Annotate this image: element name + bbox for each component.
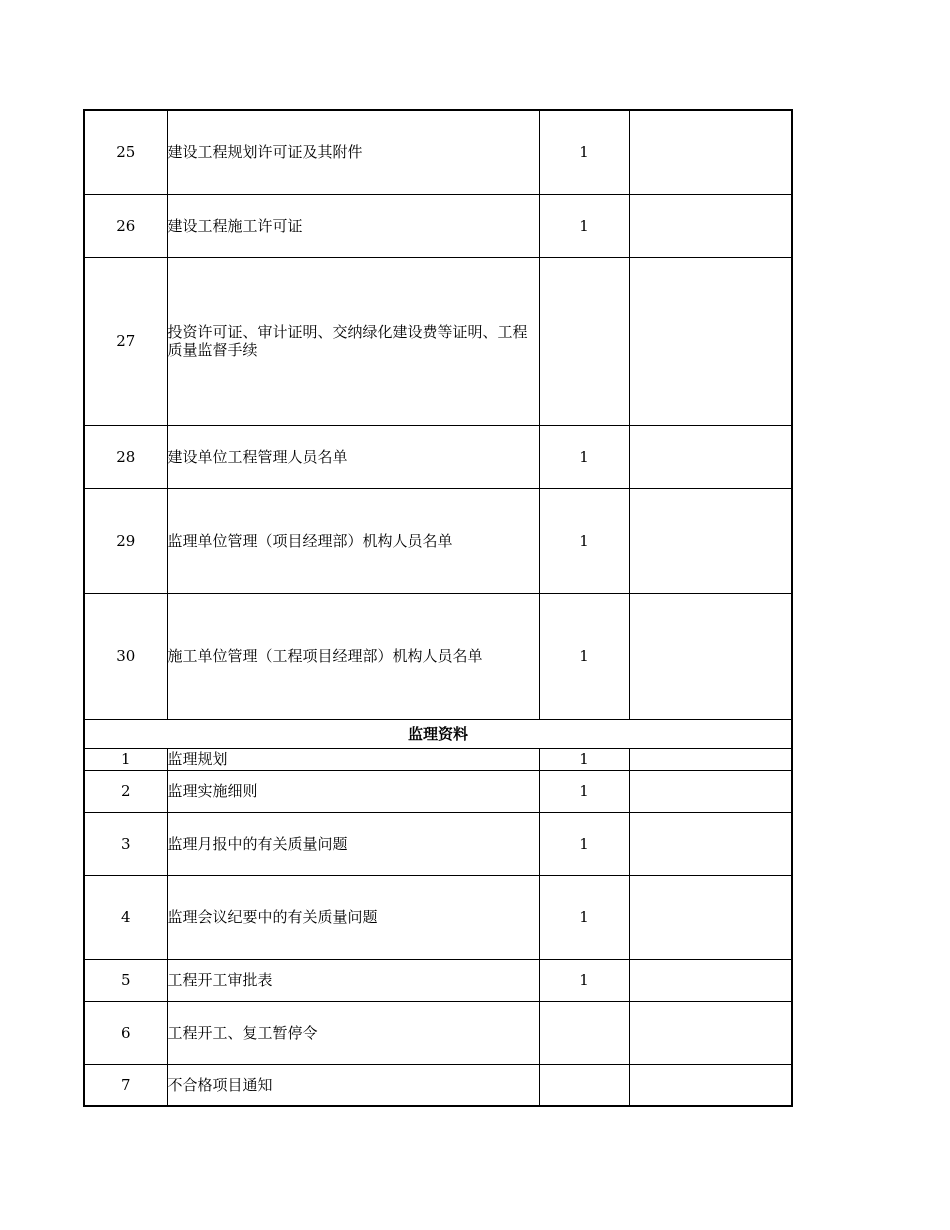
row-number: 1 xyxy=(84,748,167,770)
document-name: 建设工程规划许可证及其附件 xyxy=(167,110,539,194)
table-row xyxy=(84,593,792,719)
row-number: 2 xyxy=(84,770,167,812)
row-number: 6 xyxy=(84,1001,167,1064)
copies: 1 xyxy=(539,770,629,812)
remarks xyxy=(629,257,792,425)
table-row xyxy=(84,1064,792,1106)
table-row xyxy=(84,959,792,1001)
copies: 1 xyxy=(539,593,629,719)
document-name: 监理单位管理（项目经理部）机构人员名单 xyxy=(167,488,539,593)
copies: 1 xyxy=(539,110,629,194)
remarks xyxy=(629,959,792,1001)
row-number: 30 xyxy=(84,593,167,719)
document-name: 建设单位工程管理人员名单 xyxy=(167,425,539,488)
row-number: 3 xyxy=(84,812,167,875)
table-row xyxy=(84,748,792,770)
document-name: 监理规划 xyxy=(167,748,539,770)
document-name: 不合格项目通知 xyxy=(167,1064,539,1106)
table-row xyxy=(84,875,792,959)
row-number: 27 xyxy=(84,257,167,425)
row-number: 4 xyxy=(84,875,167,959)
copies: 1 xyxy=(539,812,629,875)
table-row xyxy=(84,257,792,425)
document-name: 监理月报中的有关质量问题 xyxy=(167,812,539,875)
document-name: 监理会议纪要中的有关质量问题 xyxy=(167,875,539,959)
row-number: 28 xyxy=(84,425,167,488)
table-row xyxy=(84,488,792,593)
remarks xyxy=(629,488,792,593)
copies: 1 xyxy=(539,959,629,1001)
remarks xyxy=(629,1064,792,1106)
document-name: 投资许可证、审计证明、交纳绿化建设费等证明、工程质量监督手续 xyxy=(167,257,539,425)
row-number: 7 xyxy=(84,1064,167,1106)
copies: 1 xyxy=(539,194,629,257)
copies: 1 xyxy=(539,425,629,488)
table-row xyxy=(84,1001,792,1064)
remarks xyxy=(629,593,792,719)
remarks xyxy=(629,770,792,812)
remarks xyxy=(629,110,792,194)
row-number: 5 xyxy=(84,959,167,1001)
remarks xyxy=(629,1001,792,1064)
section-header-row xyxy=(84,719,792,748)
document-name: 工程开工审批表 xyxy=(167,959,539,1001)
document-name: 施工单位管理（工程项目经理部）机构人员名单 xyxy=(167,593,539,719)
copies xyxy=(539,257,629,425)
document-table xyxy=(83,109,793,1107)
row-number: 29 xyxy=(84,488,167,593)
document-name: 工程开工、复工暂停令 xyxy=(167,1001,539,1064)
table-row xyxy=(84,110,792,194)
copies xyxy=(539,1064,629,1106)
table-row xyxy=(84,770,792,812)
row-number: 25 xyxy=(84,110,167,194)
copies xyxy=(539,1001,629,1064)
remarks xyxy=(629,748,792,770)
copies: 1 xyxy=(539,488,629,593)
remarks xyxy=(629,875,792,959)
remarks xyxy=(629,812,792,875)
remarks xyxy=(629,425,792,488)
document-name: 监理实施细则 xyxy=(167,770,539,812)
copies: 1 xyxy=(539,875,629,959)
table-row xyxy=(84,425,792,488)
section-title: 监理资料 xyxy=(84,719,792,748)
document-name: 建设工程施工许可证 xyxy=(167,194,539,257)
row-number: 26 xyxy=(84,194,167,257)
copies: 1 xyxy=(539,748,629,770)
remarks xyxy=(629,194,792,257)
table-row xyxy=(84,194,792,257)
table-row xyxy=(84,812,792,875)
